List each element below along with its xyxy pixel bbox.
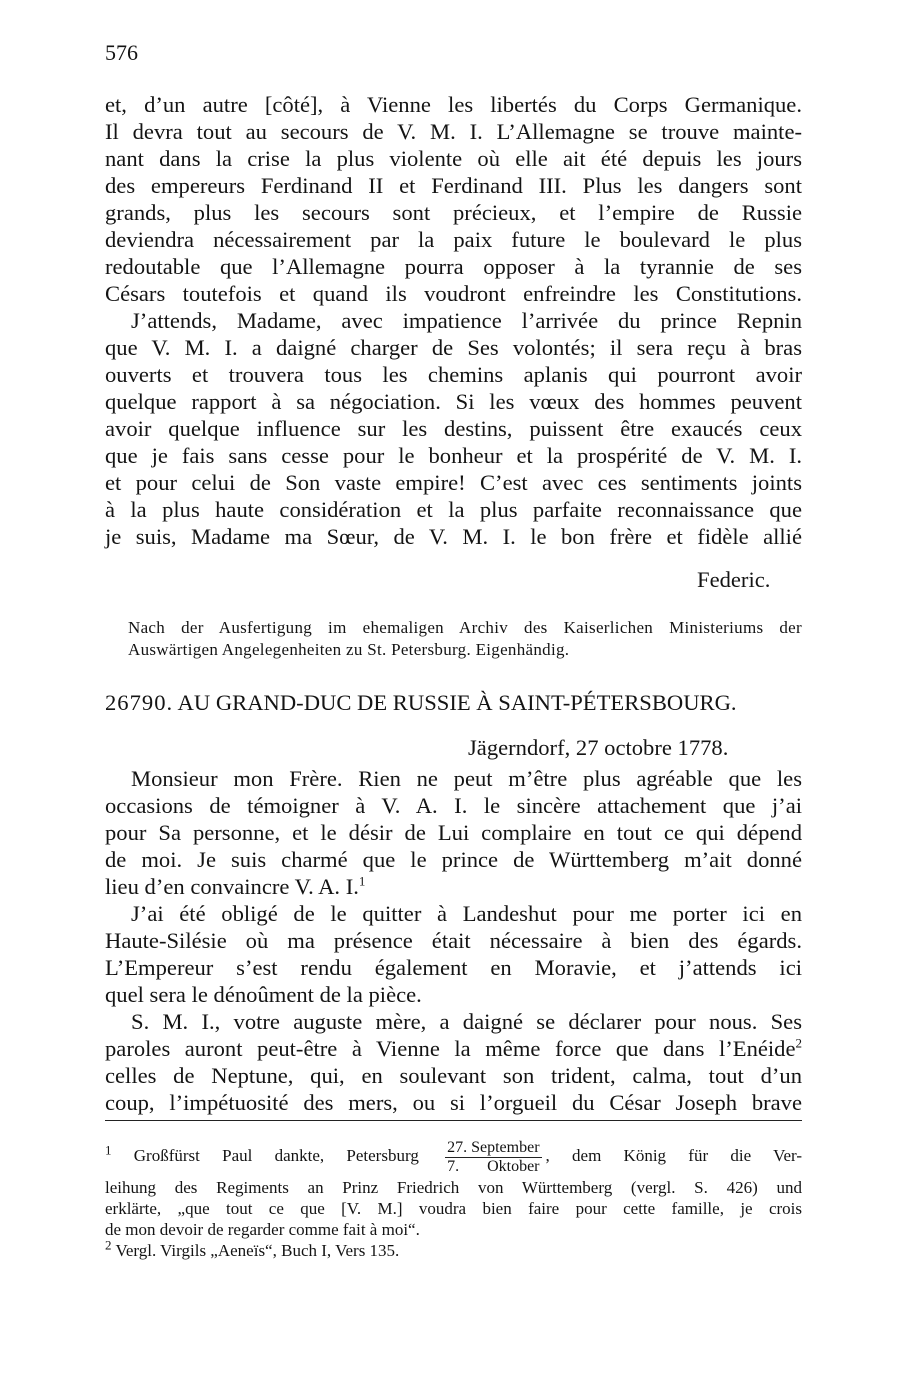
text-line: de moi. Je suis charmé que le prince de Württemberg m’ait donné — [105, 847, 802, 872]
place-date: Jägerndorf, 27 octobre 1778. — [468, 735, 729, 760]
source-note — [128, 617, 802, 661]
source-note-line: Auswärtigen Angelegenheiten zu St. Petersburg. Eigenhändig. — [128, 640, 570, 659]
footnote-ref-2: 2 — [795, 1035, 802, 1051]
letter-heading — [105, 690, 802, 716]
page-number: 576 — [105, 40, 138, 65]
text-line: quelque rapport à sa négociation. Si les vœux des hommes peuvent — [105, 389, 802, 414]
source-note-line: Nach der Ausfertigung im ehemaligen Archiv des Kaiserlichen Ministeriums der — [128, 618, 802, 637]
text-line: coup, l’impétuosité des mers, ou si l’orgueil du César Joseph brave — [105, 1090, 802, 1115]
text-line: nant dans la crise la plus violente où elle ait été depuis les jours — [105, 146, 802, 171]
footnote-1-line: leihung des Regiments an Prinz Friedrich von Württemberg (vergl. S. 426) und — [105, 1178, 802, 1197]
signature: Federic. — [697, 567, 771, 592]
text-line: L’Empereur s’est rendu également en Moravie, et j’attends ici — [105, 955, 802, 980]
letter-number: 26790. — [105, 690, 174, 715]
footnote-1-text-after: , dem König für die Ver- — [545, 1146, 803, 1165]
text-line: occasions de témoigner à V. A. I. le sincère attachement que j’ai — [105, 793, 802, 818]
text-line: S. M. I., votre auguste mère, a daigné se déclarer pour nous. Ses — [131, 1009, 802, 1034]
footnote-1-text: Großfürst Paul dankte, Petersburg — [133, 1146, 419, 1165]
text-line: quel sera le dénoûment de la pièce. — [105, 982, 422, 1007]
footnote-ref-1: 1 — [358, 873, 366, 889]
footnote-2 — [105, 1237, 802, 1261]
text-line: deviendra nécessairement par la paix future le boulevard le plus — [105, 227, 802, 252]
text-line: Il devra tout au secours de V. M. I. L’Allemagne se trouve mainte- — [105, 119, 802, 144]
letter-1-body — [105, 91, 802, 550]
date-fraction — [445, 1139, 541, 1176]
line-text: paroles auront peut-être à Vienne la même force que dans l’Enéide — [105, 1036, 796, 1061]
footnote-1-line: erklärte, „que tout ce que [V. M.] voudra bien faire pour cette famille, je crois — [105, 1199, 802, 1218]
footnote-divider — [105, 1120, 802, 1121]
footnote-2-text: Vergl. Virgils „Aeneïs“, Buch I, Vers 135. — [115, 1241, 400, 1260]
footnote-1-first-line — [105, 1135, 802, 1177]
fraction-denominator: 7. Oktober — [447, 1157, 540, 1175]
text-line: grands, plus les secours sont précieux, et l’empire de Russie — [105, 200, 802, 225]
text-line: Césars toutefois et quand ils voudront enfreindre les Constitutions. — [105, 281, 802, 306]
letter-2-body — [105, 765, 802, 1116]
text-line-with-note — [105, 873, 802, 900]
text-line: des empereurs Ferdinand II et Ferdinand III. Plus les dangers sont — [105, 173, 802, 198]
footnote-1-line: de mon devoir de regarder comme fait à moi“. — [105, 1220, 420, 1239]
text-line: à la plus haute considération et la plus parfaite reconnaissance que — [105, 497, 802, 522]
text-line: avoir quelque influence sur les destins, puissent être exaucés ceux — [105, 416, 802, 441]
text-line: je suis, Madame ma Sœur, de V. M. I. le bon frère et fidèle allié — [105, 524, 802, 549]
text-line: ouverts et trouvera tous les chemins aplanis qui pourront avoir — [105, 362, 802, 387]
text-line: celles de Neptune, qui, en soulevant son trident, calma, tout d’un — [105, 1063, 802, 1088]
text-line: pour Sa personne, et le désir de Lui complaire en tout ce qui dépend — [105, 820, 802, 845]
text-line: J’ai été obligé de le quitter à Landeshut pour me porter ici en — [131, 901, 802, 926]
text-line: Monsieur mon Frère. Rien ne peut m’être plus agréable que les — [131, 766, 802, 791]
text-line: redoutable que l’Allemagne pourra opposer à la tyrannie de ses — [105, 254, 802, 279]
text-line: Haute-Silésie où ma présence était nécessaire à bien des égards. — [105, 928, 802, 953]
fraction-numerator: 27. September — [447, 1138, 540, 1156]
text-line: que V. M. I. a daigné charger de Ses volontés; il sera reçu à bras — [105, 335, 802, 360]
footnote-2-mark: 2 — [105, 1237, 112, 1253]
line-text: lieu d’en convaincre V. A. I. — [105, 874, 359, 899]
footnotes — [105, 1135, 802, 1261]
text-line: J’attends, Madame, avec impatience l’arrivée du prince Repnin — [131, 308, 802, 333]
letter-title: AU GRAND-DUC DE RUSSIE À SAINT-PÉTERSBOURG. — [177, 690, 737, 715]
text-line-with-note — [105, 1035, 802, 1062]
footnote-1-mark: 1 — [105, 1142, 112, 1158]
text-line: et pour celui de Son vaste empire! C’est avec ces sentiments joints — [105, 470, 802, 495]
text-line: et, d’un autre [côté], à Vienne les libertés du Corps Germanique. — [105, 92, 802, 117]
text-line: que je fais sans cesse pour le bonheur et la prospérité de V. M. I. — [105, 443, 802, 468]
